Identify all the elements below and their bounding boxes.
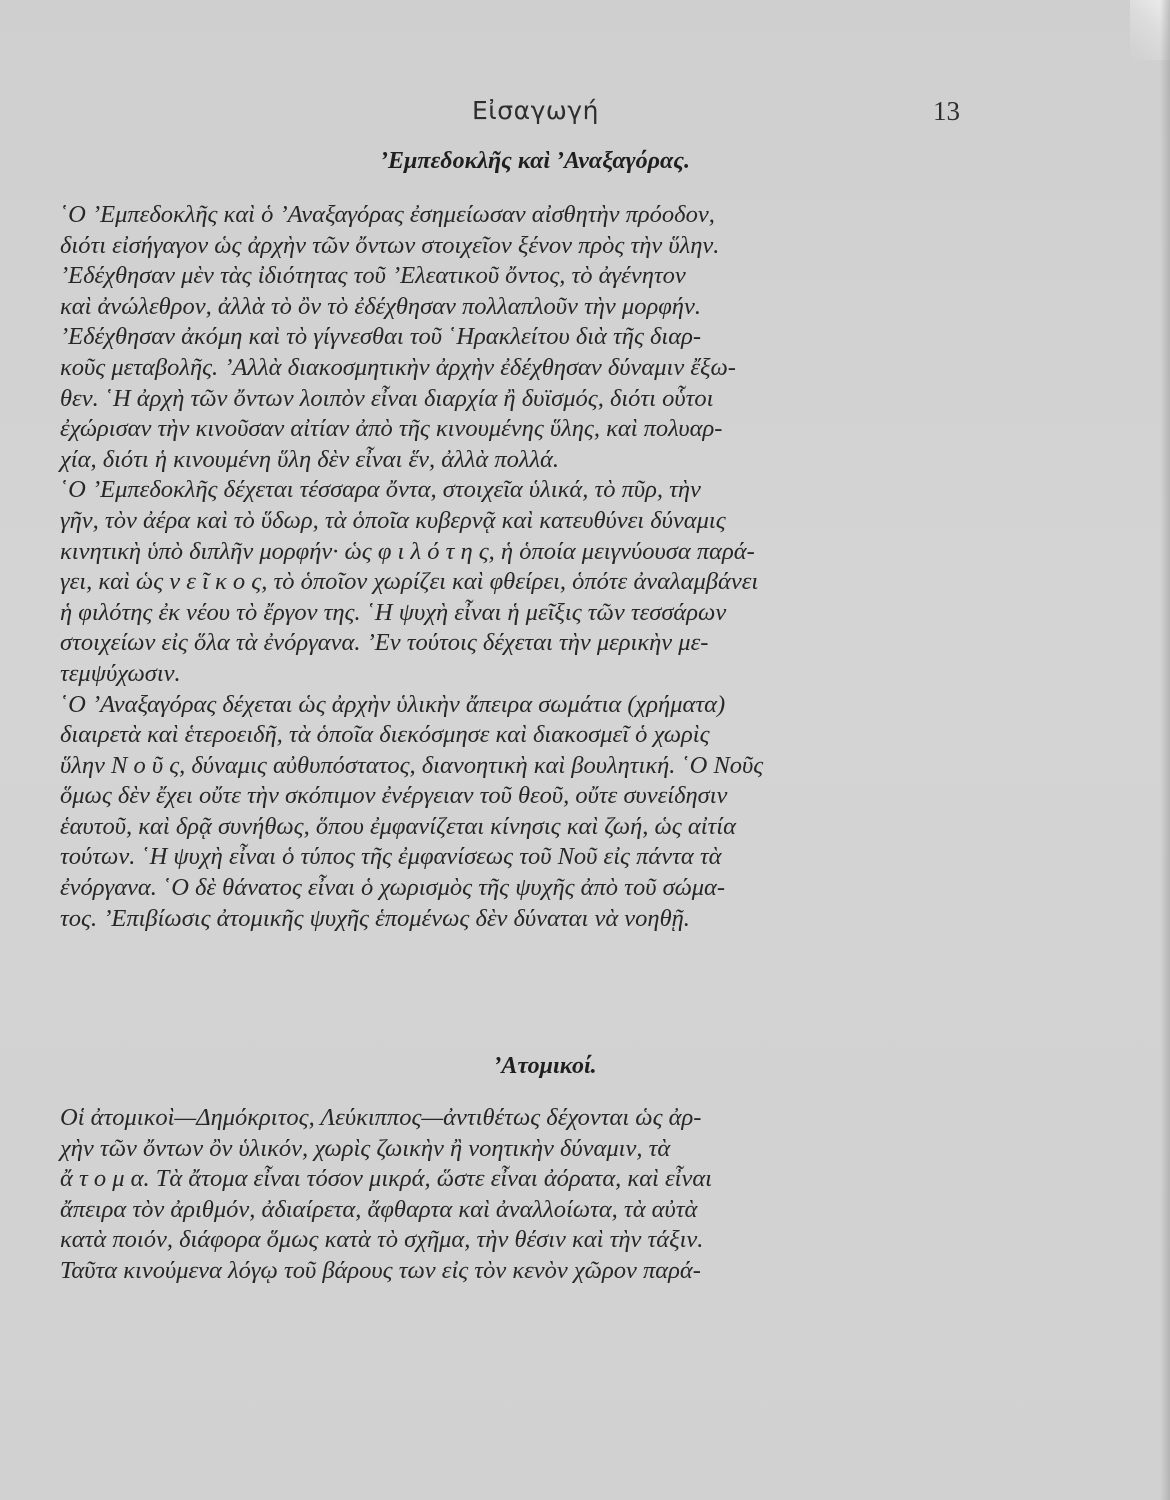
text-line: ἄ τ ο μ α. Τὰ ἄτομα εἶναι τόσον μικρά, ὥστε εἶναι ἀόρατα, καὶ εἶναι xyxy=(60,1165,712,1193)
section-heading-empedocles-anaxagoras: ’Εμπεδοκλῆς καὶ ’Αναξαγόρας. xyxy=(380,148,690,174)
section-body-atomists xyxy=(60,1103,990,1287)
text-line: ’Εδέχθησαν μὲν τὰς ἰδιότητας τοῦ ’Ελεατικοῦ ὄντος, τὸ ἀγένητον xyxy=(60,262,686,290)
text-line: ῾Ο ’Εμπεδοκλῆς καὶ ὁ ’Αναξαγόρας ἐσημείωσαν αἰσθητὴν πρόοδον, xyxy=(60,201,715,228)
page-edge-shadow xyxy=(1160,0,1170,1500)
text-line: ἡ φιλότης ἐκ νέου τὸ ἔργον της. ῾Η ψυχὴ εἶναι ἡ μεῖξις τῶν τεσσάρων xyxy=(60,598,727,626)
text-line: Ταῦτα κινούμενα λόγῳ τοῦ βάρους των εἰς τὸν κενὸν χῶρον παρά- xyxy=(60,1256,701,1284)
page-number: 13 xyxy=(933,96,960,126)
text-line: θεν. ῾Η ἀρχὴ τῶν ὄντων λοιπὸν εἶναι διαρχία ἢ δυϊσμός, διότι οὗτοι xyxy=(60,384,714,412)
text-line: ῾Ο ’Εμπεδοκλῆς δέχεται τέσσαρα ὄντα, στοιχεῖα ὑλικά, τὸ πῦρ, τὴν xyxy=(60,476,701,504)
text-line: χὴν τῶν ὄντων ὂν ὑλικόν, χωρὶς ζωικὴν ἢ νοητικὴν δύναμιν, τὰ xyxy=(60,1134,671,1162)
text-line: διότι εἰσήγαγον ὡς ἀρχὴν τῶν ὄντων στοιχεῖον ξένον πρὸς τὴν ὕλην. xyxy=(60,231,720,259)
text-line: ’Εδέχθησαν ἀκόμη καὶ τὸ γίγνεσθαι τοῦ ῾Ηρακλείτου διὰ τῆς διαρ- xyxy=(60,323,701,351)
text-line: τούτων. ῾Η ψυχὴ εἶναι ὁ τύπος τῆς ἐμφανίσεως τοῦ Νοῦ εἰς πάντα τὰ xyxy=(60,843,722,871)
text-line: ἐνόργανα. ῾Ο δὲ θάνατος εἶναι ὁ χωρισμὸς τῆς ψυχῆς ἀπὸ τοῦ σώμα- xyxy=(60,874,726,902)
text-line: κατὰ ποιόν, διάφορα ὅμως κατὰ τὸ σχῆμα, τὴν θέσιν καὶ τὴν τάξιν. xyxy=(60,1226,704,1254)
text-line: ὅμως δὲν ἔχει οὔτε τὴν σκόπιμον ἐνέργειαν τοῦ θεοῦ, οὔτε συνείδησιν xyxy=(60,782,728,810)
text-line: Οἱ ἀτομικοὶ—Δημόκριτος, Λεύκιππος—ἀντιθέτως δέχονται ὡς ἀρ- xyxy=(60,1104,702,1131)
text-line: στοιχείων εἰς ὅλα τὰ ἐνόργανα. ’Εν τούτοις δέχεται τὴν μερικὴν με- xyxy=(60,629,709,657)
text-line: κοῦς μεταβολῆς. ’Αλλὰ διακοσμητικὴν ἀρχὴν ἐδέχθησαν δύναμιν ἔξω- xyxy=(60,353,736,381)
running-title: Εἰσαγωγή xyxy=(472,96,599,125)
text-line: γῆν, τὸν ἀέρα καὶ τὸ ὕδωρ, τὰ ὁποῖα κυβερνᾷ καὶ κατευθύνει δύναμις xyxy=(60,506,726,534)
text-line: ἄπειρα τὸν ἀριθμόν, ἀδιαίρετα, ἄφθαρτα καὶ ἀναλλοίωτα, τὰ αὐτὰ xyxy=(60,1195,698,1223)
text-line: ὕλην Ν ο ῦ ς, δύναμις αὐθυπόστατος, διανοητικὴ καὶ βουλητική. ῾Ο Νοῦς xyxy=(60,751,764,779)
text-line: καὶ ἀνώλεθρον, ἀλλὰ τὸ ὂν τὸ ἐδέχθησαν πολλαπλοῦν τὴν μορφήν. xyxy=(60,292,701,320)
text-line: ῾Ο ’Αναξαγόρας δέχεται ὡς ἀρχὴν ὑλικὴν ἄπειρα σωμάτια (χρήματα) xyxy=(60,690,726,718)
text-line: γει, καὶ ὡς ν ε ῖ κ ο ς, τὸ ὁποῖον χωρίζει καὶ φθείρει, ὁπότε ἀναλαμβάνει xyxy=(60,568,759,596)
section-body-empedocles-anaxagoras xyxy=(60,200,990,934)
text-line: ἑαυτοῦ, καὶ δρᾷ συνήθως, ὅπου ἐμφανίζεται κίνησις καὶ ζωή, ὡς αἰτία xyxy=(60,812,736,840)
text-line: τος. ’Επιβίωσις ἀτομικῆς ψυχῆς ἑπομένως δὲν δύναται νὰ νοηθῇ. xyxy=(60,904,690,932)
text-line: τεμψύχωσιν. xyxy=(60,659,181,687)
text-line: κινητικὴ ὑπὸ διπλῆν μορφήν· ὡς φ ι λ ό τ η ς, ἡ ὁποία μειγνύουσα παρά- xyxy=(60,537,755,565)
text-line: διαιρετὰ καὶ ἑτεροειδῆ, τὰ ὁποῖα διεκόσμησε καὶ διακοσμεῖ ὁ χωρὶς xyxy=(60,721,710,749)
section-heading-atomists: ’Ατομικοί. xyxy=(493,1053,597,1079)
text-line: ἐχώρισαν τὴν κινοῦσαν αἰτίαν ἀπὸ τῆς κινουμένης ὕλης, καὶ πολυαρ- xyxy=(60,415,723,443)
text-line: χία, διότι ἡ κινουμένη ὕλη δὲν εἶναι ἕν, ἀλλὰ πολλά. xyxy=(60,445,560,473)
